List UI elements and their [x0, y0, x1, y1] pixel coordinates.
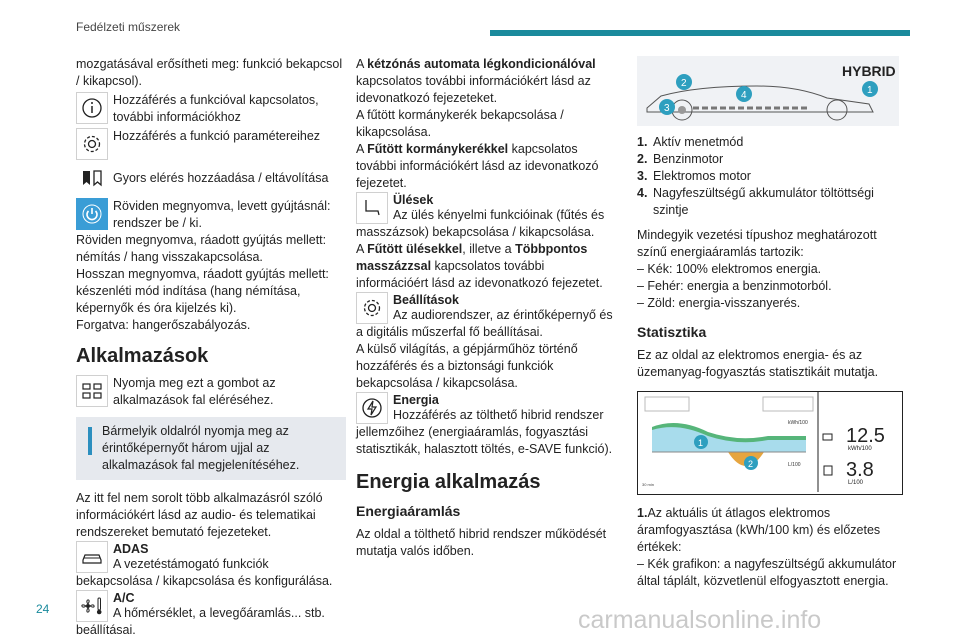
info-note	[76, 417, 346, 480]
energy-bolt-icon	[356, 392, 388, 424]
car-icon	[76, 541, 108, 573]
gear-icon	[356, 292, 388, 324]
flow-blue: – Kék: 100% elektromos energia.	[637, 262, 822, 276]
stat-callout-2: 2	[748, 459, 754, 469]
stat-unit-fuel: L/100	[848, 480, 864, 486]
hybrid-car-diagram	[637, 56, 899, 126]
header-accent-bar	[490, 30, 910, 36]
text-span: , illetve a	[462, 242, 516, 256]
callout-2: 2	[681, 78, 687, 89]
flow-text: Az oldal a tölthető hibrid rendszer működését mutatja valós időben.	[356, 527, 607, 558]
list-number: 1.	[637, 135, 648, 149]
energy-text: Hozzáférés az tölthető hibrid rendszer jellemzőihez (energiaáramlás, fogyasztási statisztikák, halasztott töltés, e-SAVE funkció).	[356, 408, 613, 456]
flow-green: – Zöld: energia-visszanyerés.	[637, 296, 801, 310]
bold-span: Fűtött kormánykerékkel	[367, 142, 509, 156]
note-text: Bármelyik oldalról nyomja meg az érintőképernyőt három ujjal az alkalmazások fal megjelenítéséhez.	[102, 424, 300, 472]
power-icon	[76, 198, 108, 230]
after-text-1: Röviden megnyomva, ráadott gyújtás mellett: némítás / hang visszakapcsolása.	[76, 233, 327, 264]
bold-span: Fűtött ülésekkel	[367, 242, 463, 256]
bold-span: kétzónás automata légkondicionálóval	[367, 57, 596, 71]
more-apps-text: Az itt fel nem sorolt több alkalmazásról szóló információkért lásd az audio- és telematikai rendszereket bemutató fejezeteket.	[76, 491, 323, 539]
unit-top: kWh/100	[788, 420, 808, 426]
callout-1: 1	[867, 85, 873, 96]
icon-row-power	[76, 198, 346, 232]
fan-thermometer-icon	[76, 590, 108, 622]
settings-title: Beállítások	[393, 293, 460, 307]
section-heading-apps: Alkalmazások	[76, 345, 209, 367]
text-span: A	[356, 57, 368, 71]
list-item	[637, 168, 905, 185]
flow-intro: Mindegyik vezetési típushoz meghatározott színű energiaáramlás tartozik:	[637, 228, 877, 259]
heated-wheel-text: A fűtött kormánykerék bekapcsolása / kikapcsolása.	[356, 108, 564, 139]
fuel-pump-icon	[824, 466, 832, 475]
unit-bottom: L/100	[788, 462, 801, 468]
hybrid-label: HYBRID	[842, 63, 896, 79]
subheading-energy-flow: Energiaáramlás	[356, 503, 461, 519]
column-3	[637, 56, 905, 590]
heated-wheel-info	[356, 141, 620, 192]
list-number: 3.	[637, 169, 648, 183]
column-1	[76, 56, 346, 639]
gear-text: Hozzáférés a funkció paramétereihez	[113, 129, 321, 143]
list-number: 4.	[637, 186, 648, 200]
watermark: carmanualsonline.info	[578, 606, 822, 634]
legend-list	[637, 134, 905, 219]
list-item	[637, 185, 905, 219]
stat-point-1	[637, 505, 905, 556]
page-number: 24	[36, 602, 50, 616]
car-illustration	[637, 56, 899, 126]
bookmark-text: Gyors elérés hozzáadása / eltávolítása	[113, 171, 329, 185]
list-item	[637, 134, 905, 151]
list-item	[637, 151, 905, 168]
apps-text: Nyomja meg ezt a gombot az alkalmazások fal eléréséhez.	[113, 376, 276, 407]
settings-text: Az audiorendszer, az érintőképernyő és a digitális műszerfal fő beállításai.	[356, 308, 613, 339]
list-number: 2.	[637, 152, 648, 166]
bookmark-icon	[76, 162, 108, 194]
text-span: Az aktuális út átlagos elektromos áramfogyasztása (kWh/100 km) és előzetes értékek:	[637, 506, 881, 554]
seat-icon	[356, 192, 388, 224]
section-heading-energy: Energia alkalmazás	[356, 471, 541, 493]
text-span: kapcsolatos további információkért lásd az idevonatkozó fejezeteket.	[356, 74, 591, 105]
flow-white: – Fehér: energia a benzinmotorból.	[637, 279, 832, 293]
after-text-2: Hosszan megnyomva, ráadott gyújtás mellett: készenléti mód indítása (hang némítása, képernyők és óra kijelzés ki).	[76, 267, 329, 315]
intro-text: mozgatásával erősítheti meg: funkció bekapcsol / kikapcsol).	[76, 57, 343, 88]
list-text: Benzinmotor	[653, 152, 724, 166]
icon-row-apps	[76, 375, 346, 409]
ac-text: A hőmérséklet, a levegőáramlás... stb. beállításai.	[76, 606, 325, 637]
info-note-icon	[88, 427, 92, 455]
bold-span: Többpontos masszázzsal	[356, 242, 588, 273]
battery-icon	[823, 434, 832, 440]
ac-info-paragraph	[356, 56, 620, 107]
stat-value-fuel: 3.8	[846, 459, 874, 481]
callout-3: 3	[664, 103, 670, 114]
icon-row-gear	[76, 128, 346, 160]
power-text: Röviden megnyomva, levett gyújtásnál: rendszer be / ki.	[113, 199, 331, 230]
after-text-3: Forgatva: hangerőszabályozás.	[76, 318, 251, 332]
seats-title: Ülések	[393, 193, 434, 207]
lighting-text: A külső világítás, a gépjárműhöz történő hozzáférés és a biztonsági funkciók bekapcsolása / kikapcsolása.	[356, 342, 578, 390]
subheading-statistics: Statisztika	[637, 324, 707, 340]
column-2	[356, 56, 620, 560]
text-span: kapcsolatos további információért lásd az idevonatkozó fejezetet.	[356, 259, 603, 290]
adas-text: A vezetéstámogató funkciók bekapcsolása / kikapcsolása és konfigurálása.	[76, 557, 333, 588]
stat-point-2: – Kék grafikon: a nagyfeszültségű akkumulátor által táplált, közvetlenül elfogyasztott energia.	[637, 557, 897, 588]
apps-grid-icon	[76, 375, 108, 407]
running-header: Fedélzeti műszerek	[76, 20, 181, 34]
statistics-text: Ez az oldal az elektromos energia- és az üzemanyag-fogyasztás statisztikáit mutatja.	[637, 348, 879, 379]
seats-info	[356, 241, 620, 292]
info-text: Hozzáférés a funkcióval kapcsolatos, további információkhoz	[113, 93, 319, 124]
stat-unit-electric: kWh/100	[848, 446, 872, 452]
x-tick: 30 min	[642, 482, 655, 487]
stat-callout-1: 1	[698, 438, 704, 448]
stat-value-electric: 12.5	[846, 425, 885, 447]
info-icon	[76, 92, 108, 124]
statistics-graph	[638, 392, 900, 492]
text-span: kapcsolatos további információkért lásd az idevonatkozó fejezetet.	[356, 142, 599, 190]
callout-4: 4	[741, 90, 747, 101]
bold-span: 1.	[637, 506, 648, 520]
statistics-screen	[637, 391, 903, 495]
text-span: A	[356, 142, 368, 156]
text-span: A	[356, 242, 368, 256]
energy-title: Energia	[393, 393, 439, 407]
adas-title: ADAS	[113, 542, 149, 556]
ac-title: A/C	[113, 591, 135, 605]
list-text: Elektromos motor	[653, 169, 751, 183]
list-text: Aktív menetmód	[653, 135, 744, 149]
icon-row-info	[76, 92, 346, 126]
gear-icon	[76, 128, 108, 160]
icon-row-bookmark	[76, 162, 346, 194]
seats-text: Az ülés kényelmi funkcióinak (fűtés és masszázsok) bekapcsolása / kikapcsolása.	[356, 208, 605, 239]
list-text: Nagyfeszültségű akkumulátor töltöttségi szintje	[653, 186, 874, 217]
